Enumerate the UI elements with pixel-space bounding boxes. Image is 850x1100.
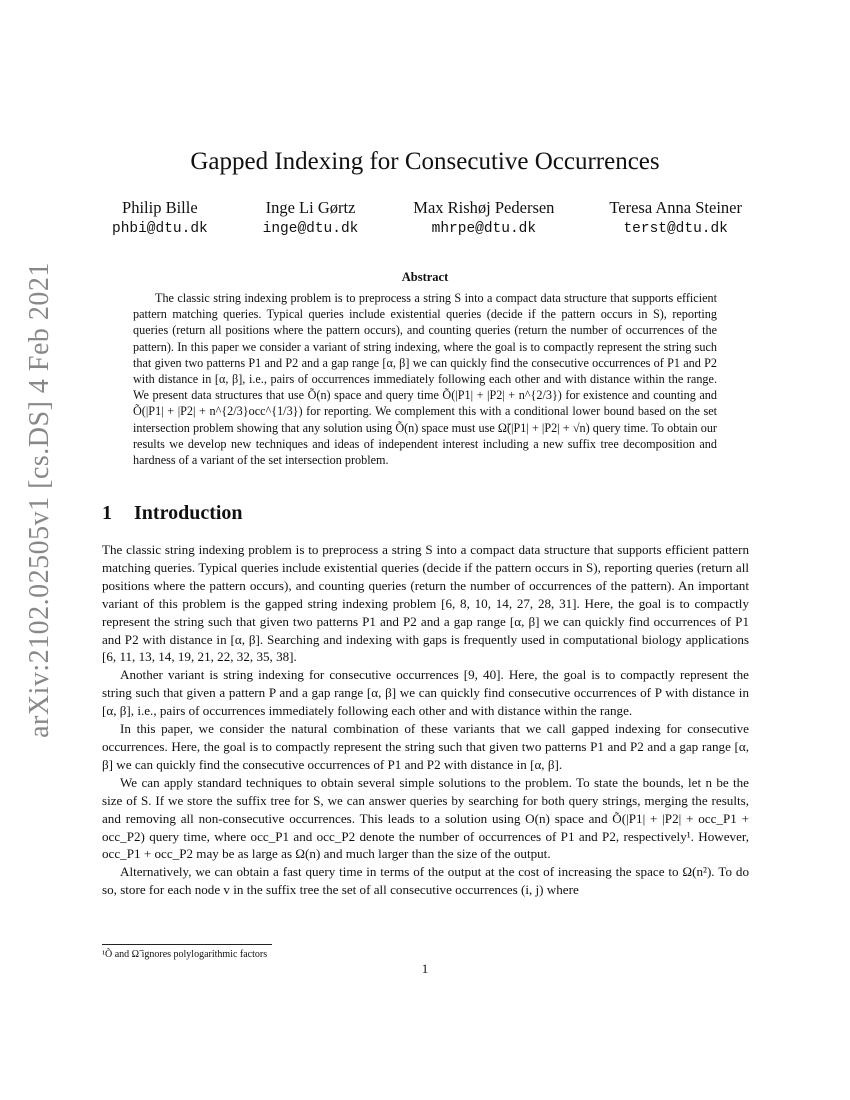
author-name: Teresa Anna Steiner <box>609 198 742 217</box>
footnote: ¹Õ and Ω̃ ignores polylogarithmic factors <box>102 949 268 960</box>
author-2 <box>263 198 359 239</box>
paragraph: Alternatively, we can obtain a fast query time in terms of the output at the cost of increasing the space to Ω(n²). To do so, store for each node v in the suffix tree the set of all consecutive occurrences (i, j) where <box>102 864 749 898</box>
author-4 <box>609 198 742 239</box>
paper-title: Gapped Indexing for Consecutive Occurrences <box>190 148 660 175</box>
paragraph: We can apply standard techniques to obtain several simple solutions to the problem. To state the bounds, let n be the size of S. If we store the suffix tree for S, we can answer queries by searching for both query strings, merging the results, and removing all non-consecutive occurrences. This leads to a solution using O(n) space and Õ(|P1| + |P2| + occ_P1 + occ_P2) query time, where occ_P1 and occ_P2 denote the number of occurrences of P1 and P2, respectively¹. However, occ_P1 + occ_P2 may be as large as Ω(n) and much larger than the size of the output. <box>102 774 749 862</box>
section-heading <box>102 502 243 525</box>
author-email: terst@dtu.dk <box>623 221 728 237</box>
author-email: inge@dtu.dk <box>262 221 359 237</box>
arxiv-identifier <box>14 262 66 738</box>
footnote-rule <box>102 944 272 945</box>
author-list <box>112 198 742 239</box>
author-1 <box>112 198 208 239</box>
page-number: 1 <box>421 961 429 976</box>
section-number: 1 <box>102 502 112 524</box>
paragraph: In this paper, we consider the natural combination of these variants that we call gapped indexing for consecutive occurrences. Here, the goal is to compactly represent the string such that given two patterns P1 and P2 and a gap range [α, β] we can quickly find the consecutive occurrences of P1 and P2 with distance in [α, β]. <box>102 721 749 772</box>
paragraph: The classic string indexing problem is to preprocess a string S into a compact data structure that supports efficient pattern matching queries. Typical queries include existential queries (decide if the pattern occurs in S), reporting queries (return all positions where the pattern occurs), and counting queries (return the number of occurrences of the pattern). An important variant of this problem is the gapped string indexing problem [6, 8, 10, 14, 27, 28, 31]. Here, the goal is to compactly represent the string such that given two patterns P1 and P2 and a gap range [α, β] we can quickly find occurrences of P1 and P2 with distance in [α, β]. Searching and indexing with gaps is frequently used in computational biology applications [6, 11, 13, 14, 19, 21, 22, 32, 35, 38]. <box>102 542 749 665</box>
abstract-heading: Abstract <box>401 270 449 284</box>
introduction-body <box>102 541 749 899</box>
arxiv-identifier-text: arXiv:2102.02505v1 [cs.DS] 4 Feb 2021 <box>24 262 56 738</box>
section-title: Introduction <box>134 502 243 524</box>
author-name: Inge Li Gørtz <box>265 198 356 217</box>
author-3 <box>413 198 554 239</box>
author-name: Philip Bille <box>122 198 198 217</box>
abstract-text: The classic string indexing problem is to preprocess a string S into a compact data structure that supports efficient pattern matching queries. Typical queries include existential queries (decide if the pattern occurs in S), reporting queries (return all positions where the pattern occurs), and counting queries (return the number of occurrences of the pattern). In this paper we consider a variant of string indexing, where the goal is to compactly represent the string such that given two patterns P1 and P2 and a gap range [α, β] we can quickly find the consecutive occurrences of P1 and P2 with distance in [α, β], i.e., pairs of occurrences immediately following each other and with distance within the range. We present data structures that use Õ(n) space and query time Õ(|P1| + |P2| + n^{2/3}) for existence and counting and Õ(|P1| + |P2| + n^{2/3}occ^{1/3}) for reporting. We complement this with a conditional lower bound based on the set intersection problem showing that any solution using Õ(n) space must use Ω̃(|P1| + |P2| + √n) query time. To obtain our results we develop new techniques and ideas of independent interest including a new suffix tree decomposition and hardness of a variant of the set intersection problem. <box>133 291 717 468</box>
author-name: Max Rishøj Pedersen <box>413 198 555 217</box>
paragraph: Another variant is string indexing for consecutive occurrences [9, 40]. Here, the goal is to compactly represent the string such that given a pattern P and a gap range [α, β] we can quickly find consecutive occurrences of P with distance in [α, β], i.e., pairs of occurrences immediately following each other and with distance within the range. <box>102 667 749 719</box>
author-email: mhrpe@dtu.dk <box>431 221 537 237</box>
author-email: phbi@dtu.dk <box>112 221 208 237</box>
